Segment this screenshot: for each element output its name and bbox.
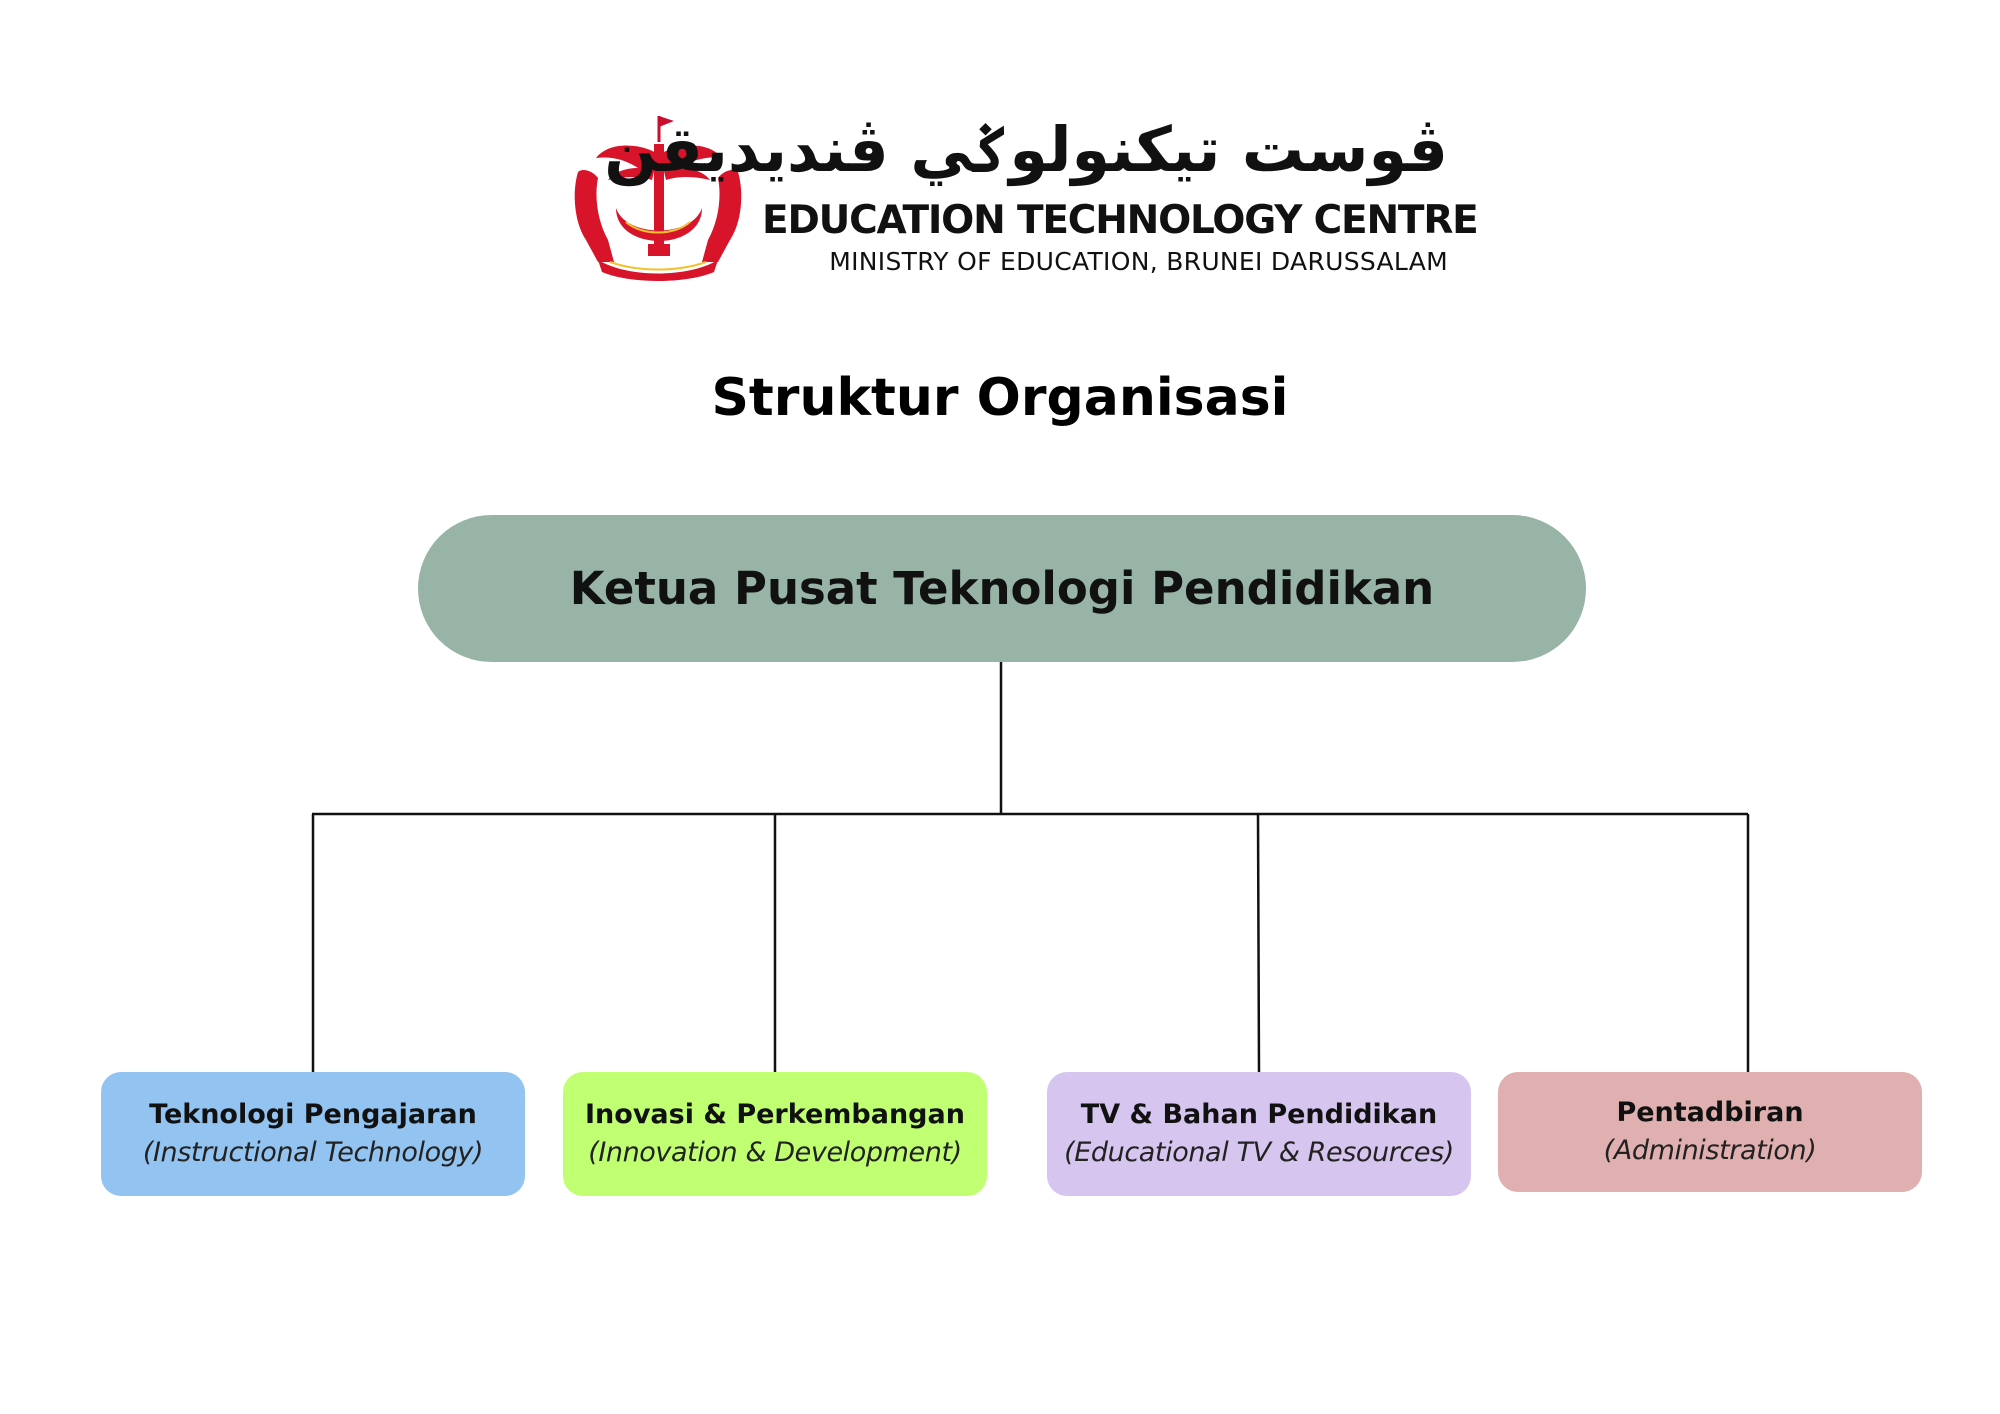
org-head-label: Ketua Pusat Teknologi Pendidikan bbox=[569, 562, 1435, 615]
unit-subtitle: (Innovation & Development) bbox=[588, 1137, 962, 1168]
org-head-node bbox=[418, 515, 1586, 662]
ministry-name: MINISTRY OF EDUCATION, BRUNEI DARUSSALAM bbox=[829, 247, 1448, 276]
unit-subtitle: (Instructional Technology) bbox=[142, 1137, 484, 1168]
centre-name: EDUCATION TECHNOLOGY CENTRE bbox=[762, 198, 1478, 243]
org-unit-innovation-development bbox=[563, 1072, 987, 1196]
org-unit-administration bbox=[1498, 1072, 1922, 1192]
unit-name: TV & Bahan Pendidikan bbox=[1080, 1099, 1438, 1130]
org-unit-instructional-technology bbox=[101, 1072, 525, 1196]
org-unit-educational-tv-resources bbox=[1047, 1072, 1471, 1196]
unit-subtitle: (Educational TV & Resources) bbox=[1064, 1137, 1454, 1168]
unit-name: Teknologi Pengajaran bbox=[149, 1099, 477, 1130]
jawi-title: ڤوست تيكنولوݢي ڤنديديقن bbox=[604, 113, 1448, 186]
unit-name: Inovasi & Perkembangan bbox=[585, 1099, 965, 1130]
connector-unit-3 bbox=[1258, 814, 1259, 1072]
unit-subtitle: (Administration) bbox=[1603, 1135, 1817, 1166]
unit-name: Pentadbiran bbox=[1616, 1097, 1804, 1128]
page-title: Struktur Organisasi bbox=[711, 368, 1289, 428]
